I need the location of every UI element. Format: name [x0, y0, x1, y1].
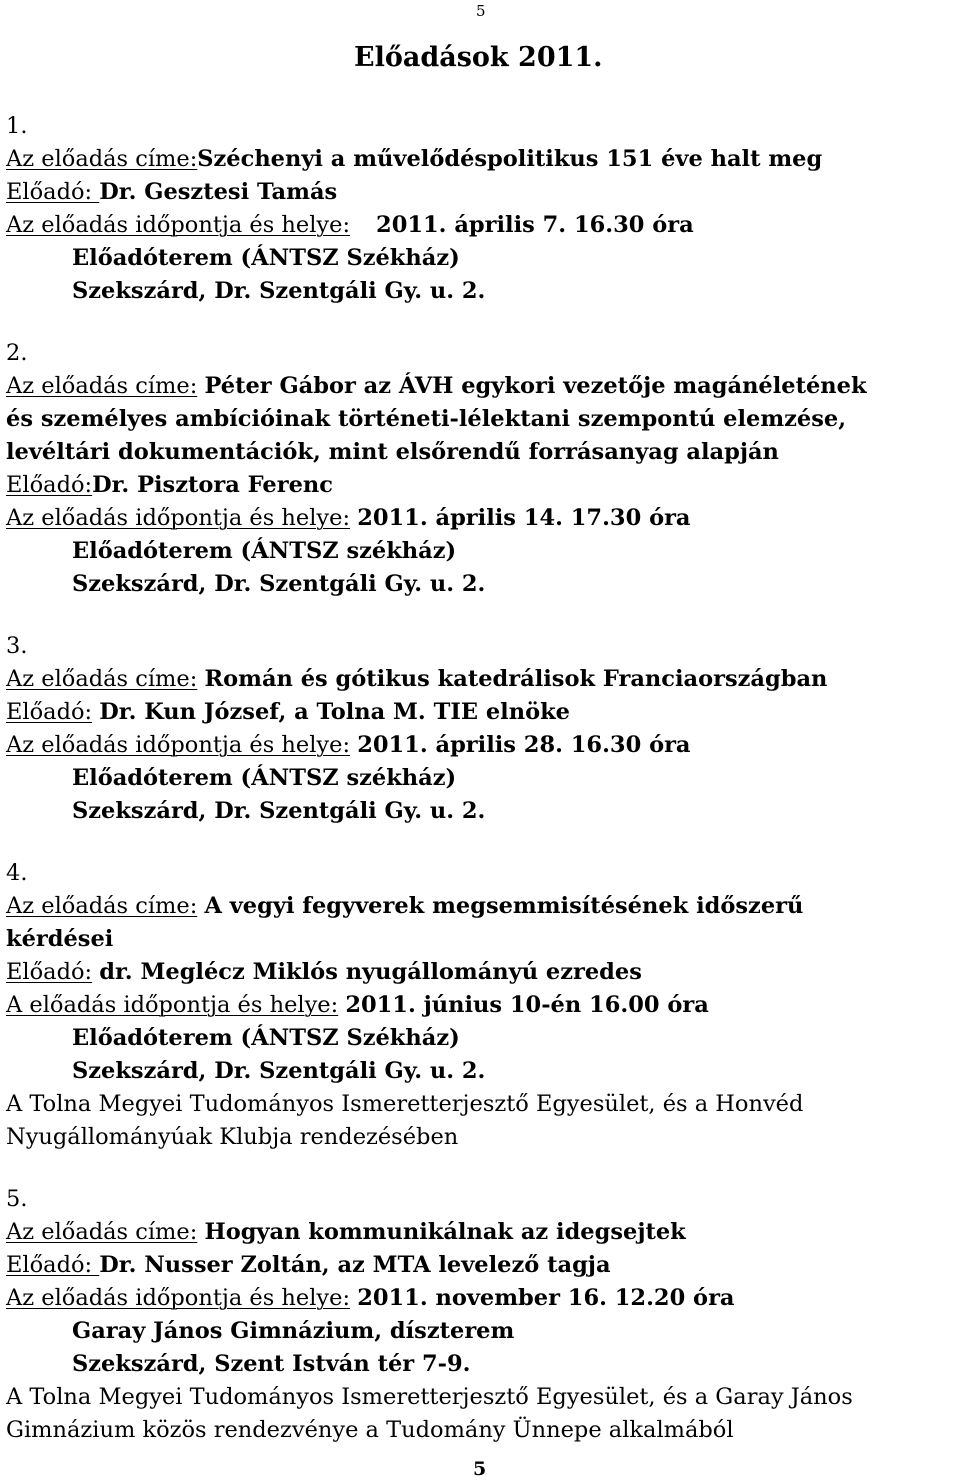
lecture-venue: Előadóterem (ÁNTSZ Székház) — [72, 1025, 460, 1051]
lecture-address: Szekszárd, Dr. Szentgáli Gy. u. 2. — [72, 278, 486, 304]
lecture-title-line — [6, 370, 867, 403]
presenter-name: Dr. Kun József, a Tolna M. TIE elnöke — [99, 699, 570, 725]
presenter-label: Előadó: — [6, 179, 100, 205]
organizer-note-continued: Gimnázium közös rendezvénye a Tudomány Ünnepe alkalmából — [6, 1417, 734, 1443]
lecture-number: 5. — [6, 1186, 28, 1212]
lecture-title: A vegyi fegyverek megsemmisítésének időszerű — [204, 893, 804, 919]
presenter-line — [6, 469, 333, 502]
lecture-title-line — [6, 1216, 686, 1249]
lecture-title-line — [6, 663, 827, 696]
lecture-datetime: 2011. november 16. 12.20 óra — [357, 1285, 735, 1311]
presenter-label: Előadó: — [6, 959, 93, 985]
lecture-venue: Előadóterem (ÁNTSZ székház) — [72, 538, 457, 564]
lecture-datetime: 2011. április 14. 17.30 óra — [357, 505, 691, 531]
lecture-title-continued: kérdései — [6, 926, 114, 952]
title-label: Az előadás címe: — [6, 1219, 198, 1245]
presenter-name: Dr. Gesztesi Tamás — [99, 179, 338, 205]
organizer-note: A Tolna Megyei Tudományos Ismeretterjesztő Egyesület, és a Garay János — [6, 1384, 853, 1410]
presenter-label: Előadó: — [6, 1252, 100, 1278]
lecture-title-line — [6, 890, 803, 923]
organizer-note: A Tolna Megyei Tudományos Ismeretterjesztő Egyesület, és a Honvéd — [6, 1091, 804, 1117]
lecture-address: Szekszárd, Dr. Szentgáli Gy. u. 2. — [72, 1058, 486, 1084]
time-place-line — [6, 729, 691, 762]
presenter-name: dr. Meglécz Miklós nyugállományú ezredes — [99, 959, 642, 985]
lecture-venue: Előadóterem (ÁNTSZ Székház) — [72, 245, 460, 271]
time-place-line — [6, 502, 691, 535]
title-label: Az előadás címe: — [6, 146, 198, 172]
presenter-label: Előadó: — [6, 699, 93, 725]
lecture-number: 2. — [6, 340, 28, 366]
time-place-label: A előadás időpontja és helye: — [6, 992, 339, 1018]
lecture-title: Széchenyi a művelődéspolitikus 151 éve halt meg — [197, 146, 823, 172]
presenter-line — [6, 1249, 611, 1282]
lecture-address: Szekszárd, Dr. Szentgáli Gy. u. 2. — [72, 571, 486, 597]
title-label: Az előadás címe: — [6, 893, 198, 919]
presenter-line — [6, 176, 337, 209]
time-place-label: Az előadás időpontja és helye: — [6, 212, 351, 238]
page-number-bottom: 5 — [473, 1458, 487, 1480]
time-place-line — [6, 989, 709, 1022]
lecture-number: 1. — [6, 113, 28, 139]
title-label: Az előadás címe: — [6, 666, 198, 692]
time-place-label: Az előadás időpontja és helye: — [6, 505, 351, 531]
lecture-title: Hogyan kommunikálnak az idegsejtek — [204, 1219, 686, 1245]
lecture-address: Szekszárd, Szent István tér 7-9. — [72, 1351, 471, 1377]
lecture-title: Román és gótikus katedrálisok Franciaországban — [204, 666, 828, 692]
lecture-number: 4. — [6, 860, 28, 886]
presenter-name: Dr. Nusser Zoltán, az MTA levelező tagja — [99, 1252, 611, 1278]
lecture-venue: Előadóterem (ÁNTSZ székház) — [72, 765, 457, 791]
lecture-title-line — [6, 143, 822, 176]
presenter-line — [6, 696, 570, 729]
page-number-top: 5 — [476, 2, 486, 20]
time-place-line — [6, 209, 694, 242]
title-label: Az előadás címe: — [6, 373, 198, 399]
presenter-line — [6, 956, 642, 989]
lecture-title-continued: levéltári dokumentációk, mint elsőrendű forrásanyag alapján — [6, 439, 779, 465]
organizer-note-continued: Nyugállományúak Klubja rendezésében — [6, 1124, 459, 1150]
lecture-datetime: 2011. június 10-én 16.00 óra — [345, 992, 709, 1018]
lecture-datetime: 2011. április 7. 16.30 óra — [376, 212, 694, 238]
time-place-line — [6, 1282, 735, 1315]
lecture-datetime: 2011. április 28. 16.30 óra — [357, 732, 691, 758]
presenter-name: Dr. Pisztora Ferenc — [92, 472, 333, 498]
lecture-title-continued: és személyes ambícióinak történeti-lélektani szempontú elemzése, — [6, 406, 847, 432]
presenter-label: Előadó: — [6, 472, 93, 498]
document-title: Előadások 2011. — [354, 42, 603, 73]
lecture-title: Péter Gábor az ÁVH egykori vezetője magánéletének — [204, 373, 867, 399]
lecture-venue: Garay János Gimnázium, díszterem — [72, 1318, 515, 1344]
time-place-label: Az előadás időpontja és helye: — [6, 1285, 351, 1311]
lecture-address: Szekszárd, Dr. Szentgáli Gy. u. 2. — [72, 798, 486, 824]
time-place-label: Az előadás időpontja és helye: — [6, 732, 351, 758]
lecture-number: 3. — [6, 633, 28, 659]
